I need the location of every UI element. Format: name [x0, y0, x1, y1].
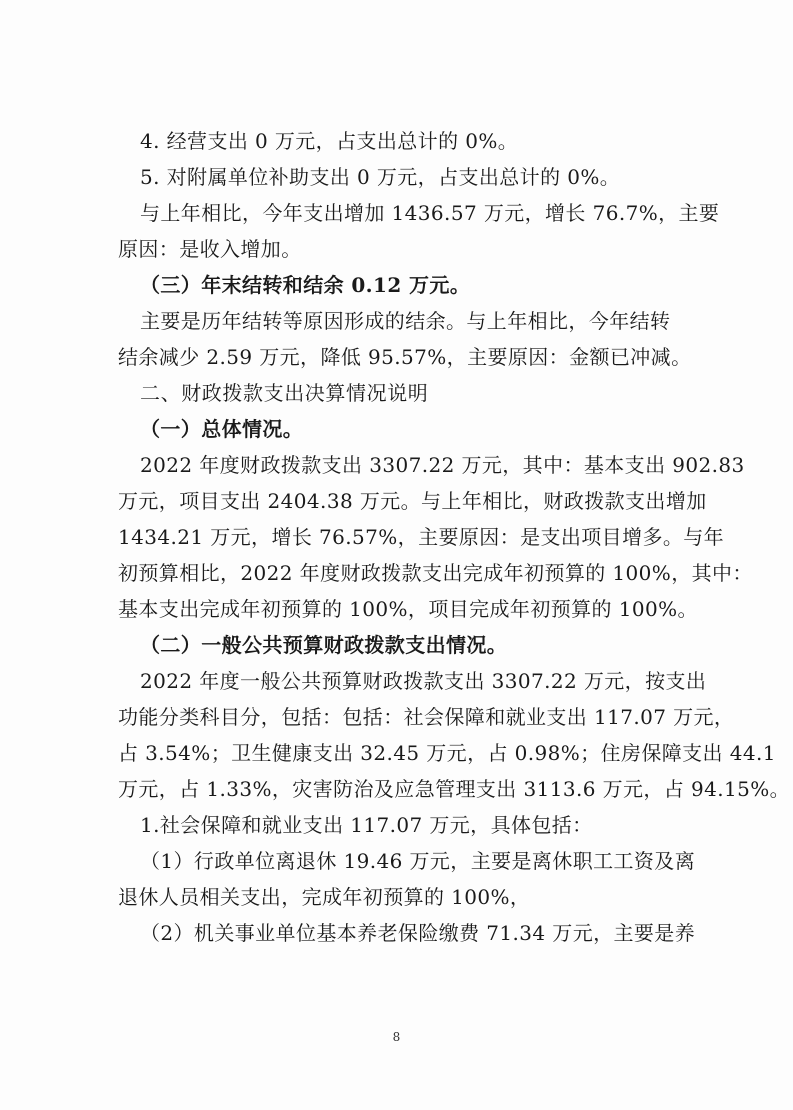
paragraph-line: （2）机关事业单位基本养老保险缴费 71.34 万元，主要是养 [140, 921, 696, 945]
paragraph-line: 4. 经营支出 0 万元，占支出总计的 0%。 [140, 129, 519, 153]
paragraph-line: （1）行政单位离退休 19.46 万元，主要是离休职工工资及离 [140, 849, 696, 873]
paragraph-line: 退休人员相关支出，完成年初预算的 100%， [118, 885, 531, 909]
paragraph-line: 功能分类科目分，包括：包括：社会保障和就业支出 117.07 万元， [118, 705, 735, 729]
section-heading: （二）一般公共预算财政拨款支出情况。 [140, 633, 508, 657]
paragraph-line: 基本支出完成年初预算的 100%，项目完成年初预算的 100%。 [118, 597, 698, 621]
section-heading: （三）年末结转和结余 0.12 万元。 [140, 273, 471, 297]
paragraph-line: 结余减少 2.59 万元，降低 95.57%，主要原因：金额已冲减。 [118, 345, 692, 369]
page-number: 8 [392, 1030, 401, 1044]
paragraph-line: 2022 年度一般公共预算财政拨款支出 3307.22 万元，按支出 [140, 669, 707, 693]
paragraph-line: 主要是历年结转等原因形成的结余。与上年相比，今年结转 [140, 309, 671, 333]
paragraph-line: 占 3.54%；卫生健康支出 32.45 万元，占 0.98%；住房保障支出 44.1 [118, 741, 776, 765]
paragraph-line: 1434.21 万元，增长 76.57%，主要原因：是支出项目增多。与年 [118, 525, 725, 549]
paragraph-line: 5. 对附属单位补助支出 0 万元，占支出总计的 0%。 [140, 165, 621, 189]
paragraph-line: 万元，占 1.33%，灾害防治及应急管理支出 3113.6 万元，占 94.15%。 [118, 777, 791, 801]
section-heading: （一）总体情况。 [140, 417, 304, 441]
chapter-heading: 二、财政拨款支出决算情况说明 [140, 381, 429, 405]
paragraph-line: 原因：是收入增加。 [118, 237, 302, 261]
paragraph-line: 初预算相比，2022 年度财政拨款支出完成年初预算的 100%，其中： [118, 561, 753, 585]
paragraph-line: 2022 年度财政拨款支出 3307.22 万元，其中：基本支出 902.83 [140, 453, 745, 477]
paragraph-line: 1.社会保障和就业支出 117.07 万元，具体包括： [140, 813, 593, 837]
paragraph-line: 万元，项目支出 2404.38 万元。与上年相比，财政拨款支出增加 [118, 489, 707, 513]
paragraph-line: 与上年相比，今年支出增加 1436.57 万元，增长 76.7%，主要 [140, 201, 720, 225]
document-body [118, 123, 791, 951]
